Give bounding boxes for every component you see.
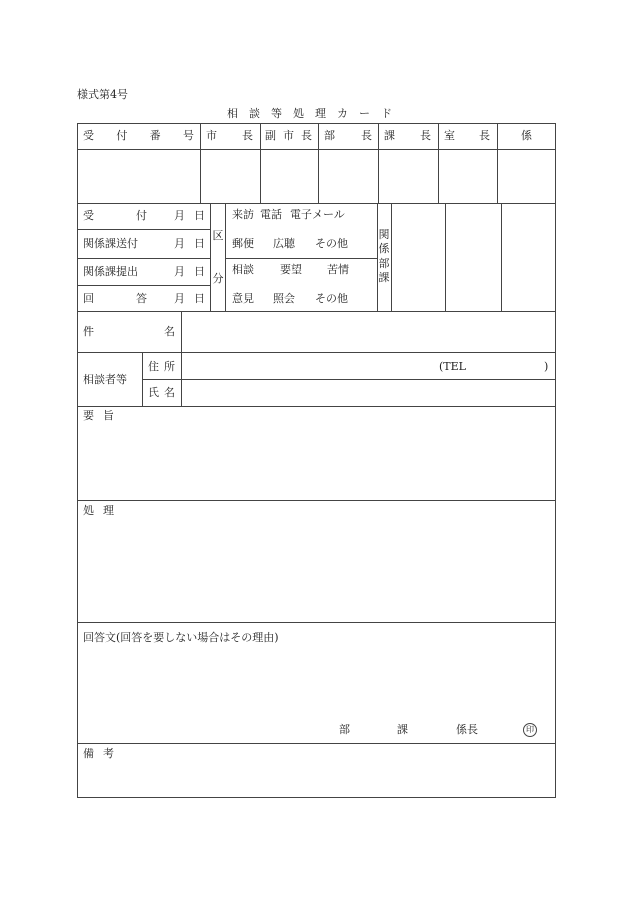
rule <box>200 123 201 203</box>
category-label-bottom: 分 <box>212 272 224 285</box>
method-other: その他 <box>315 237 348 250</box>
type-request: 要望 <box>280 263 302 276</box>
rule <box>445 203 446 311</box>
form-title <box>0 105 630 121</box>
rule <box>260 123 261 203</box>
method-phone: 電話 <box>260 208 282 221</box>
day-label: 日 <box>194 237 205 250</box>
rule <box>77 149 556 150</box>
subject-label: 件 名 <box>83 325 175 338</box>
category-label-top: 区 <box>212 229 224 242</box>
type-inquiry: 照会 <box>273 292 295 305</box>
month-label: 月 <box>174 292 185 305</box>
method-visit: 来訪 <box>232 208 254 221</box>
rule <box>225 258 377 259</box>
rule <box>318 123 319 203</box>
rule <box>210 203 211 311</box>
month-label: 月 <box>174 209 185 222</box>
method-mail: 郵便 <box>232 237 254 250</box>
type-complaint: 苦情 <box>327 263 349 276</box>
form-title-text: 相談等処理カード <box>227 107 403 120</box>
type-other: その他 <box>315 292 348 305</box>
remarks-label: 備考 <box>83 747 123 760</box>
form-number: 様式第4号 <box>77 88 128 101</box>
month-label: 月 <box>174 265 185 278</box>
rule <box>378 123 379 203</box>
rule <box>77 258 210 259</box>
reply-label: 回答文(回答を要しない場合はその理由) <box>83 631 279 644</box>
month-label: 月 <box>174 237 185 250</box>
day-label: 日 <box>194 209 205 222</box>
rule <box>391 203 392 311</box>
rule <box>77 406 556 407</box>
rule <box>142 352 143 406</box>
rule <box>501 203 502 311</box>
method-public-hearing: 広聴 <box>273 237 295 250</box>
approver-vice-mayor: 副 市 長 <box>265 129 312 142</box>
consultant-label: 相談者等 <box>83 373 127 386</box>
rule <box>77 311 556 312</box>
date-row-submitted-label: 関係課提出 <box>83 265 138 278</box>
tel-close: ) <box>544 360 549 373</box>
approver-office-chief: 室 長 <box>444 129 490 142</box>
receipt-number-label: 受 付 番 号 <box>83 129 194 142</box>
seal-icon: 印 <box>523 723 537 737</box>
name-label: 氏 名 <box>148 386 175 399</box>
rule <box>77 285 210 286</box>
address-label: 住 所 <box>148 360 175 373</box>
rule <box>77 229 210 230</box>
approver-staff: 係 <box>521 129 532 142</box>
rule <box>225 203 226 311</box>
rule <box>497 123 498 203</box>
form-frame <box>77 123 556 798</box>
date-row-received-label: 受 付 <box>83 209 147 222</box>
approver-mayor: 市 長 <box>206 129 253 142</box>
method-email: 電子メール <box>290 208 345 221</box>
rule <box>77 622 556 623</box>
reply-dept: 部 <box>339 723 350 736</box>
related-dept-label: 関 係 部 課 <box>378 228 390 284</box>
rule <box>181 311 182 406</box>
type-opinion: 意見 <box>232 292 254 305</box>
summary-label: 要旨 <box>83 409 123 422</box>
rule <box>77 500 556 501</box>
date-row-sent-label: 関係課送付 <box>83 237 138 250</box>
approver-section-chief: 課 長 <box>384 129 431 142</box>
rule <box>77 743 556 744</box>
approver-director: 部 長 <box>324 129 372 142</box>
date-row-answered-label: 回 答 <box>83 292 147 305</box>
rule <box>438 123 439 203</box>
rule <box>77 203 556 204</box>
reply-chief: 係長 <box>456 723 478 736</box>
rule <box>77 352 556 353</box>
tel-open: (TEL <box>439 360 466 373</box>
type-consultation: 相談 <box>232 263 254 276</box>
rule <box>142 379 556 380</box>
processing-label: 処理 <box>83 504 123 517</box>
reply-section: 課 <box>397 723 408 736</box>
day-label: 日 <box>194 292 205 305</box>
day-label: 日 <box>194 265 205 278</box>
